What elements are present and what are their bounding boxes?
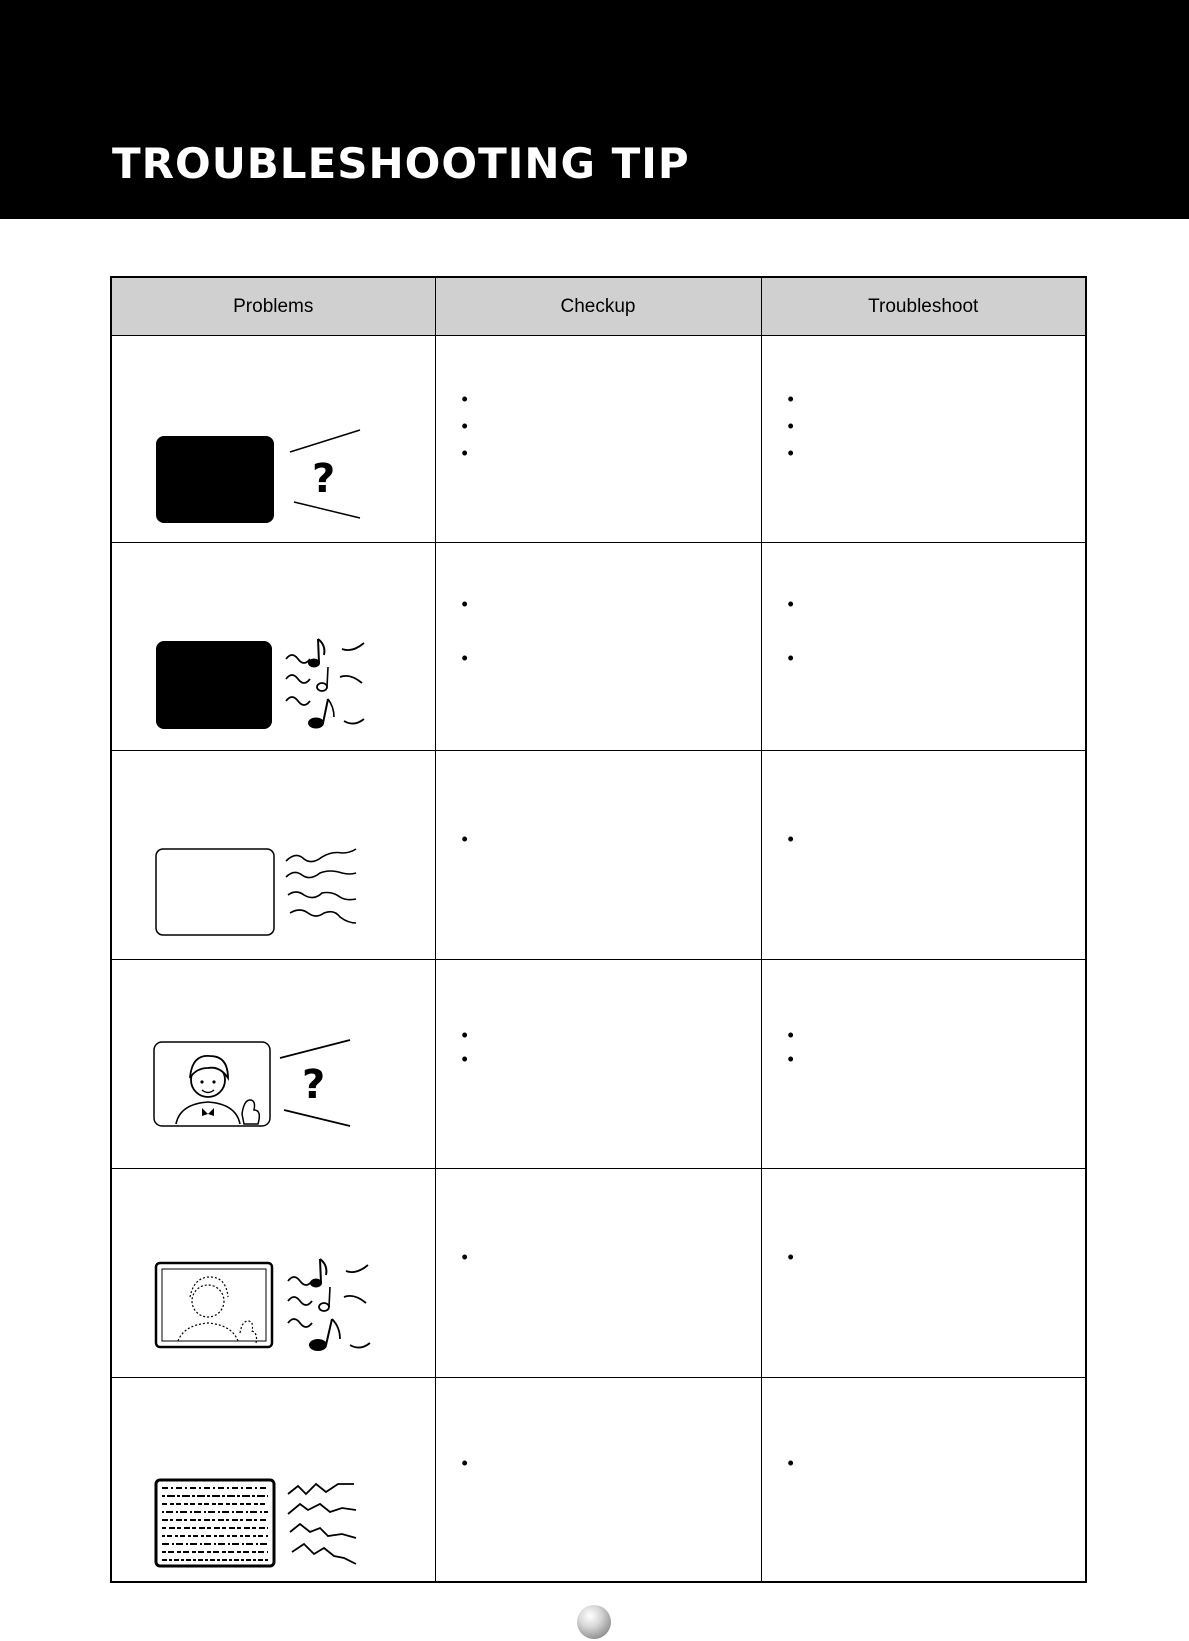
problem-cell bbox=[111, 543, 435, 751]
troubleshoot-item bbox=[788, 1022, 1076, 1046]
troubleshoot-item bbox=[788, 826, 1076, 853]
checkup-item bbox=[462, 1022, 751, 1046]
table-row bbox=[111, 960, 1086, 1169]
table-row bbox=[111, 336, 1086, 543]
header-checkup: Checkup bbox=[435, 277, 761, 336]
picture-no-sound-icon bbox=[150, 1038, 375, 1138]
checkup-cell bbox=[435, 543, 761, 751]
checkup-item bbox=[462, 645, 751, 672]
checkup-cell bbox=[435, 1378, 761, 1582]
table-row bbox=[111, 1378, 1086, 1582]
problem-cell bbox=[111, 1378, 435, 1582]
troubleshoot-item bbox=[788, 645, 1076, 672]
troubleshoot-item bbox=[788, 1244, 1076, 1271]
checkup-cell bbox=[435, 1169, 761, 1378]
checkup-item bbox=[462, 1244, 751, 1271]
troubleshoot-cell bbox=[761, 1378, 1086, 1582]
troubleshoot-cell bbox=[761, 543, 1086, 751]
table-row bbox=[111, 1169, 1086, 1378]
problem-cell bbox=[111, 960, 435, 1169]
page-marker-icon bbox=[577, 1605, 611, 1639]
checkup-item bbox=[462, 591, 751, 645]
troubleshoot-item bbox=[788, 440, 1076, 467]
faint-picture-sound-icon bbox=[150, 1257, 375, 1357]
table-row bbox=[111, 543, 1086, 751]
checkup-cell bbox=[435, 336, 761, 543]
problem-cell bbox=[111, 1169, 435, 1378]
troubleshoot-item bbox=[788, 413, 1076, 440]
page-title: TROUBLESHOOTING TIP bbox=[112, 139, 690, 188]
header-troubleshoot: Troubleshoot bbox=[761, 277, 1086, 336]
blank-screen-no-sound-icon bbox=[150, 426, 370, 526]
checkup-item bbox=[462, 1450, 751, 1477]
table-header-row bbox=[111, 277, 1086, 336]
troubleshoot-cell bbox=[761, 336, 1086, 543]
checkup-item bbox=[462, 413, 751, 440]
snowy-picture-noise-icon bbox=[150, 1474, 375, 1574]
troubleshoot-cell bbox=[761, 960, 1086, 1169]
checkup-item bbox=[462, 386, 751, 413]
svg-text:?: ? bbox=[302, 1062, 326, 1108]
troubleshoot-item bbox=[788, 386, 1076, 413]
troubleshoot-cell bbox=[761, 751, 1086, 960]
checkup-item bbox=[462, 1046, 751, 1073]
problem-cell bbox=[111, 751, 435, 960]
troubleshoot-item bbox=[788, 1046, 1076, 1073]
checkup-cell bbox=[435, 751, 761, 960]
blank-screen-with-sound-icon bbox=[150, 635, 375, 735]
checkup-item bbox=[462, 440, 751, 467]
problem-cell bbox=[111, 336, 435, 543]
checkup-cell bbox=[435, 960, 761, 1169]
table-row bbox=[111, 751, 1086, 960]
troubleshoot-cell bbox=[761, 1169, 1086, 1378]
troubleshoot-item bbox=[788, 591, 1076, 645]
checkup-item bbox=[462, 826, 751, 853]
troubleshooting-table bbox=[110, 276, 1087, 1583]
troubleshoot-item bbox=[788, 1450, 1076, 1477]
svg-text:?: ? bbox=[312, 456, 336, 502]
header-problems: Problems bbox=[111, 277, 435, 336]
white-screen-noise-icon bbox=[150, 841, 375, 941]
